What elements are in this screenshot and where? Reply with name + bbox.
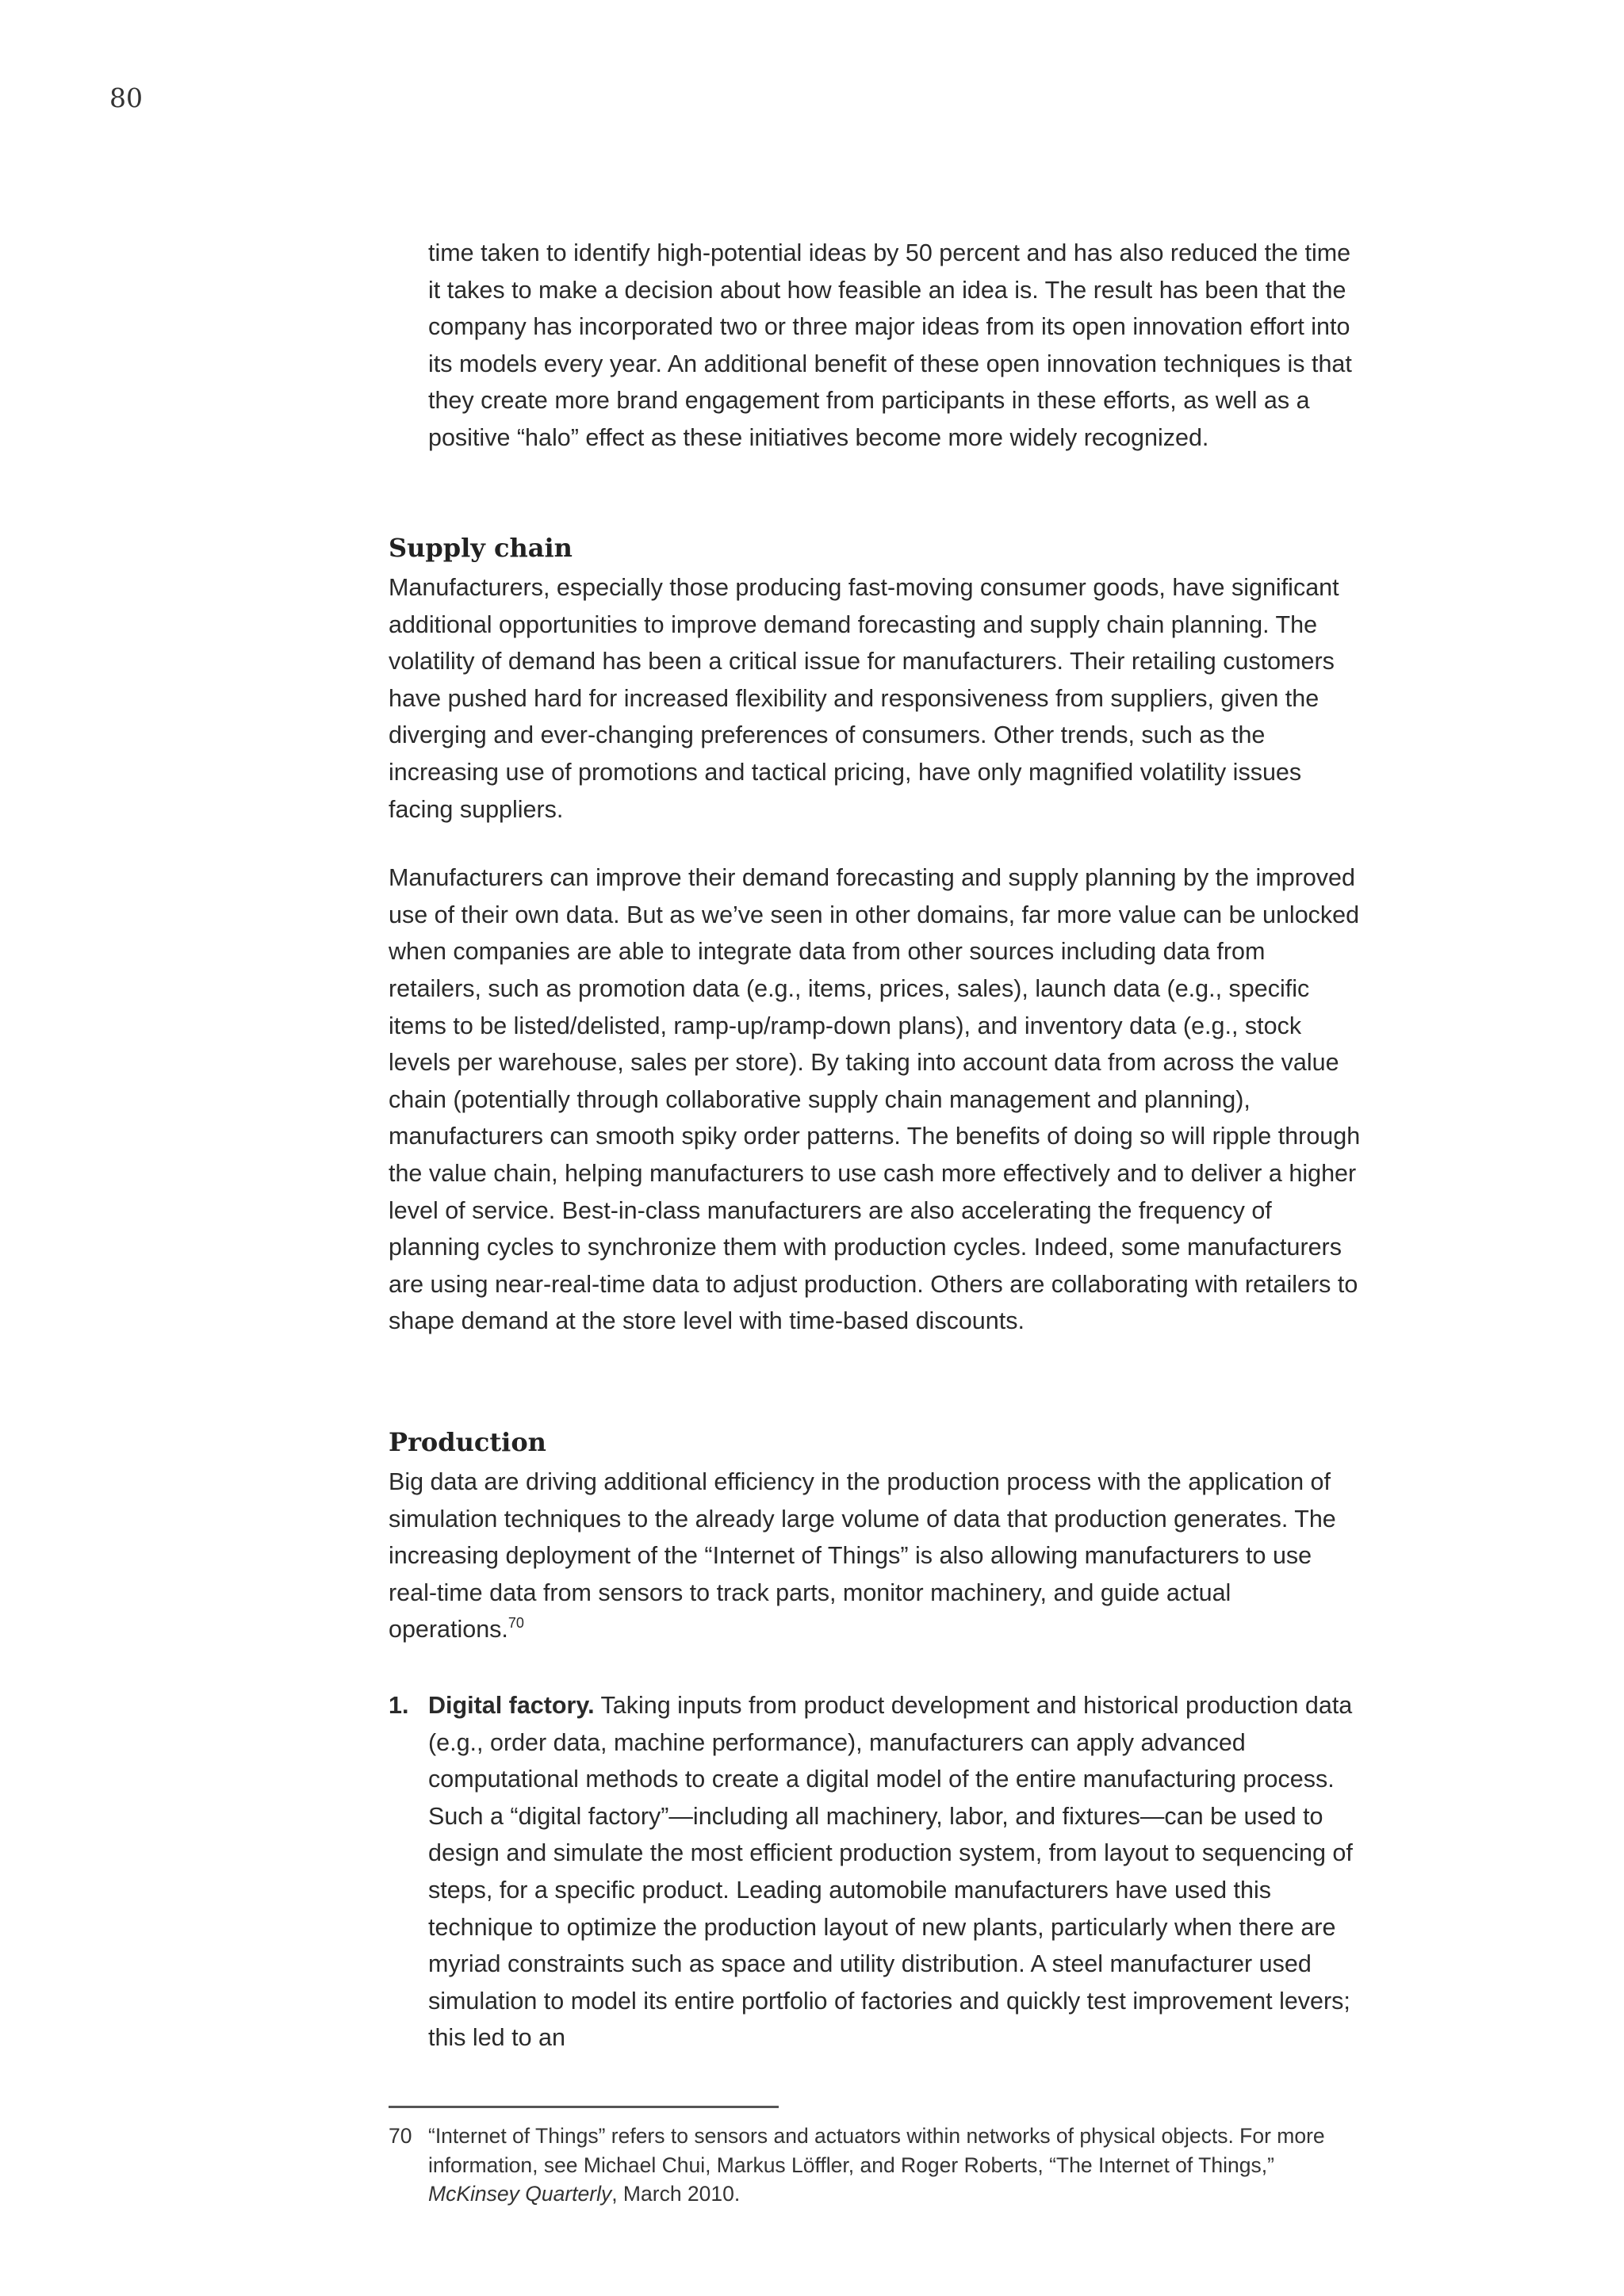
list-item-digital-factory [389, 1687, 1364, 2057]
footnote-publication: McKinsey Quarterly [428, 2182, 612, 2206]
section-heading-production: Production [389, 1427, 546, 1457]
footnote-text-after: , March 2010. [611, 2182, 741, 2206]
production-paragraph-text: Big data are driving additional efficiency in the production process with the application of simulation techniques to the already large volume of data that production generates. The increasing deployment of the “Internet of Things” is also allowing manufacturers to use real-time data from sensors to track parts, monitor machinery, and guide actual operations. [389, 1468, 1336, 1644]
continued-paragraph: time taken to identify high-potential ideas by 50 percent and has also reduced the time it takes to make a decision about how feasible an idea is. The result has been that the company has incorporated two or three major ideas from its open innovation effort into its models every year. An additional benefit of these open innovation techniques is that they create more brand engagement from participants in these efforts, as well as a positive “halo” effect as these initiatives become more widely recognized. [428, 239, 1352, 451]
list-item-body [428, 1687, 1364, 2057]
supply-chain-section [389, 530, 1364, 1340]
supply-chain-paragraph-2: Manufacturers can improve their demand forecasting and supply planning by the improved use of their own data. But as we’ve seen in other domains, far more value can be unlocked when companies are able to integrate data from other sources including data from retailers, such as promotion data (e.g., items, prices, sales), launch data (e.g., specific items to be listed/delisted, ramp-up/ramp-down plans), and inventory data (e.g., stock levels per warehouse, sales per store). By taking into account data from across the value chain (potentially through collaborative supply chain management and planning), manufacturers can smooth spiky order patterns. The benefits of doing so will ripple through the value chain, helping manufacturers to use cash more effectively and to deliver a higher level of service. Best-in-class manufacturers are also accelerating the frequency of planning cycles to synchronize them with production cycles. Indeed, some manufacturers are using near-real-time data to adjust production. Others are collaborating with retailers to shape demand at the store level with time-based discounts. [389, 864, 1361, 1335]
footnote-divider [389, 2106, 779, 2108]
production-section [389, 1424, 1364, 1648]
list-item-lead: Digital factory. [428, 1692, 595, 1719]
list-item-number: 1. [389, 1692, 409, 1719]
footnote-ref[interactable]: 70 [508, 1615, 524, 1632]
supply-chain-paragraph-1: Manufacturers, especially those producing fast-moving consumer goods, have significant additional opportunities to improve demand forecasting and supply chain planning. The volatility of demand has been a critical issue for manufacturers. Their retailing customers have pushed hard for increased flexibility and responsiveness from suppliers, given the diverging and ever-changing preferences of consumers. Other trends, such as the increasing use of promotions and tactical pricing, have only magnified volatility issues facing suppliers. [389, 574, 1339, 823]
section-heading-supply-chain: Supply chain [389, 533, 573, 563]
footnote-text-before: “Internet of Things” refers to sensors and actuators within networks of physical objects. For more information, see Michael Chui, Markus Löffler, and Roger Roberts, “The Internet of Things,” [428, 2124, 1325, 2177]
list-item-text: Taking inputs from product development and historical production data (e.g., order data, machine performance), manufacturers can apply advanced computational methods to create a digital model of the entire manufacturing process. Such a “digital factory”—including all machinery, labor, and fixtures—can be used to design and simulate the most efficient production system, from layout to sequencing of steps, for a specific product. Leading automobile manufacturers have used this technique to optimize the production layout of new plants, particularly when there are myriad constraints such as space and utility distribution. A steel manufacturer used simulation to model its entire portfolio of factories and quickly test improvement levers; this led to an [428, 1692, 1353, 2052]
footnote-number: 70 [389, 2124, 412, 2148]
footnote [389, 2122, 1364, 2209]
production-paragraph [389, 1464, 1364, 1648]
page-number: 80 [109, 82, 143, 113]
footnote-body [428, 2122, 1364, 2209]
